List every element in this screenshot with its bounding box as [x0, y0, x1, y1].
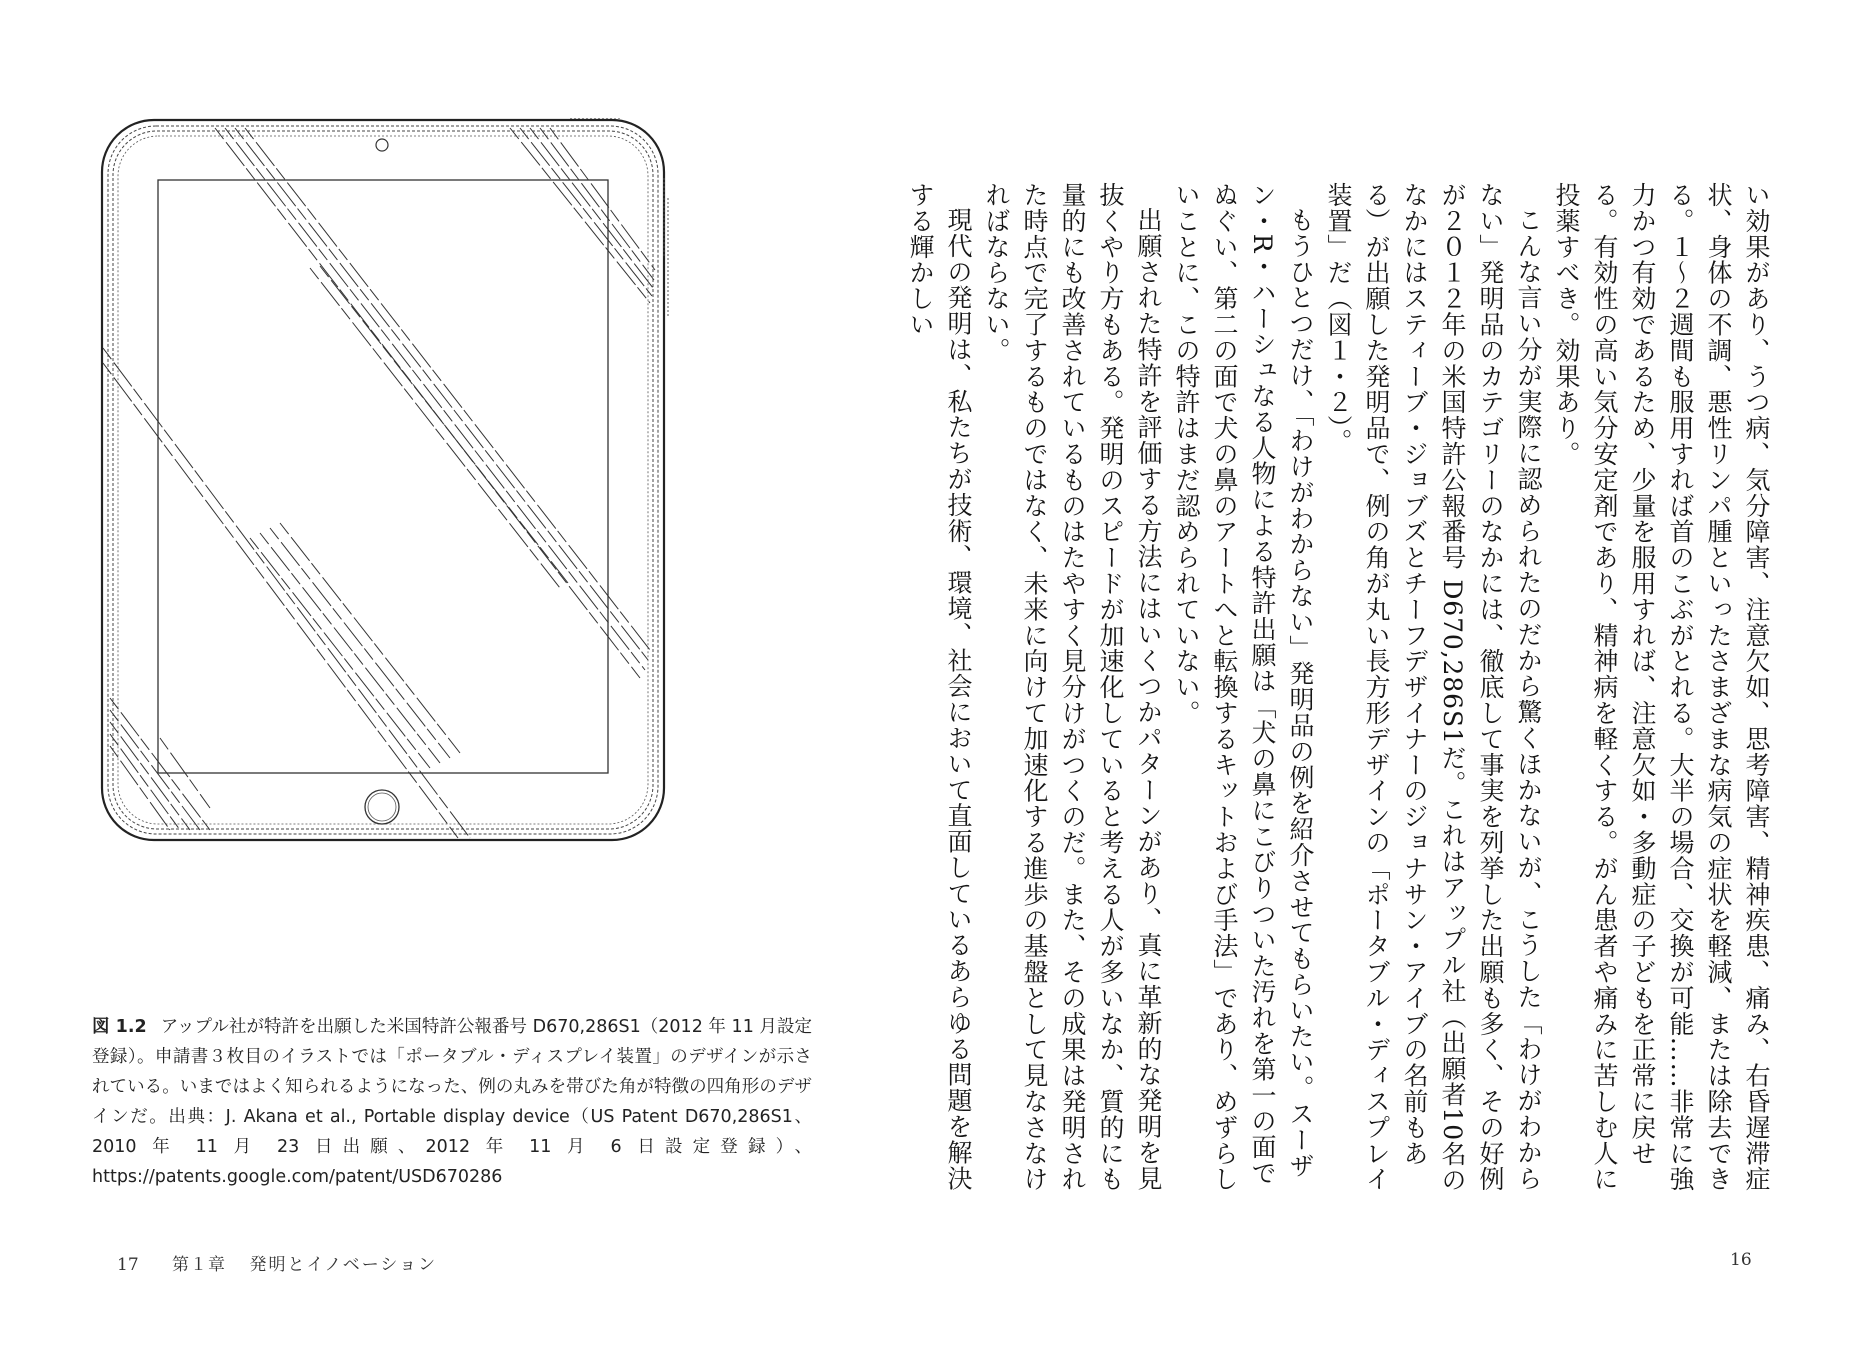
- chapter-number: 第１章: [172, 1255, 227, 1275]
- left-page-number: 17: [117, 1255, 139, 1275]
- right-page-number: 16: [1730, 1250, 1752, 1270]
- paragraph-4: 出願された特許を評価する方法にはいくつかパターンがあり、真に革新的な発明を見抜くやり方もある。発明のスピードが加速化していると考える人が多いなか、質的にも量的にも改善されているものはたやすく見分けがつくのだ。また、その成果は発明された時点で完了するものではなく、未来に向けて加速化する進歩の基盤として見なさなければならない。: [982, 182, 1163, 1193]
- left-page-footer: [117, 1250, 437, 1275]
- figure-caption-text: アップル社が特許を出願した米国特許公報番号 D670,286S1（2012 年 11 月設定登録）。申請書３枚目のイラストでは「ポータブル・ディスプレイ装置」のデザインが示されている。いまではよく知られるようになった、例の丸みを帯びた角が特徴の四角形のデザインだ。出典：J. Akana et al., Portable display device（US Patent D670,286S1、2010 年 11 月 23 日出願、2012 年 11 月 6 日設定登録）、https://patents.google.com/patent/USD670286: [92, 1017, 813, 1187]
- tablet-patent-figure: [100, 118, 790, 1008]
- right-page-body-text: [906, 182, 1775, 1202]
- paragraph-5: 現代の発明は、私たちが技術、環境、社会において直面しているあらゆる問題を解決する輝かしい: [906, 182, 973, 1192]
- figure-caption: [92, 1012, 812, 1192]
- paragraph-2: こんな言い分が実際に認められたのだから驚くほかないが、こうした「わけがわからない」発明品のカテゴリーのなかには、徹底して事実を列挙した出願も多く、その好例が２０１２年の米国特許公報番号 D670,286S1だ。これはアップル社（出願者10名のなかにはスティーブ・ジョブズとチーフデザイナーのジョナサン・アイブの名前もある）が出願した発明品で、例の角が丸い長方形デザインの「ポータブル・ディスプレイ装置」だ（図１・２）。: [1324, 182, 1543, 1193]
- paragraph-3: もうひとつだけ、「わけがわからない」発明品の例を紹介させてもらいたい。スーザン・R・ハーシュなる人物による特許出願は「犬の鼻にこびりついた汚れを第一の面でぬぐい、第二の面で犬の鼻のアートへと転換するキットおよび手法」であり、めずらしいことに、この特許はまだ認められていない。: [1172, 182, 1315, 1193]
- tablet-patent-drawing-icon: [100, 118, 790, 1008]
- paragraph-1: い効果があり、うつ病、気分障害、注意欠如、思考障害、精神疾患、痛み、右昏遅滞症状、身体の不調、悪性リンパ腫といったさまざまな病気の症状を軽減、または除去できる。１〜２週間も服用すれば首のこぶがとれる。大半の場合、交換が可能……非常に強力かつ有効であるため、少量を服用すれば、注意欠如・多動症の子どもを正常に戻せる。有効性の高い気分安定剤であり、精神病を軽くする。がん患者や痛みに苦しむ人に投薬すべき。効果あり。: [1552, 182, 1771, 1193]
- figure-label: 図 1.2: [92, 1017, 147, 1037]
- chapter-title: 発明とイノベーション: [249, 1255, 438, 1275]
